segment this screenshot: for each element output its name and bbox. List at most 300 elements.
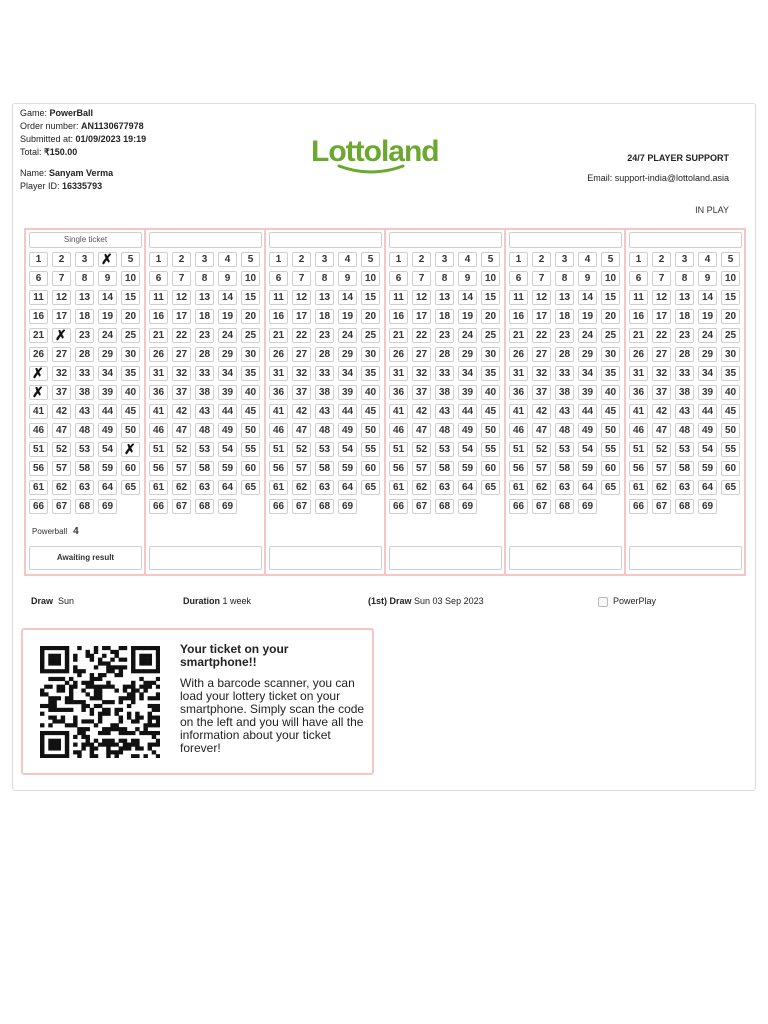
number-cell: 11	[389, 290, 408, 305]
number-cell: 44	[98, 404, 117, 419]
number-cell: 12	[532, 290, 551, 305]
number-cell: 65	[481, 480, 500, 495]
number-cell: 43	[555, 404, 574, 419]
number-cell: 63	[435, 480, 454, 495]
number-cell: 69	[338, 499, 357, 514]
number-cell: 47	[652, 423, 671, 438]
number-cell: 49	[698, 423, 717, 438]
number-cell: 51	[629, 442, 648, 457]
number-cell: 25	[601, 328, 620, 343]
number-cell: 17	[292, 309, 311, 324]
number-cell: 19	[698, 309, 717, 324]
number-cell: 28	[315, 347, 334, 362]
number-cell: 61	[509, 480, 528, 495]
qr-code-icon	[40, 646, 160, 758]
number-cell: 20	[721, 309, 740, 324]
number-cell: 36	[149, 385, 168, 400]
number-cell: 58	[315, 461, 334, 476]
number-cell: 30	[481, 347, 500, 362]
number-cell: 56	[29, 461, 48, 476]
selected-mark-icon: ✗	[55, 327, 67, 343]
draw-day: Draw Sun	[31, 596, 75, 606]
number-cell: 28	[435, 347, 454, 362]
number-cell: 13	[75, 290, 94, 305]
number-cell: 62	[292, 480, 311, 495]
number-cell: 48	[195, 423, 214, 438]
number-cell: 18	[435, 309, 454, 324]
powerball-value: 4	[73, 526, 79, 537]
number-cell: 23	[315, 328, 334, 343]
number-cell: 11	[629, 290, 648, 305]
number-cell: 22	[292, 328, 311, 343]
number-cell: 27	[52, 347, 71, 362]
number-cell: 24	[698, 328, 717, 343]
number-cell: 33	[435, 366, 454, 381]
number-cell: 13	[675, 290, 694, 305]
submitted-at: 01/09/2023 19:19	[75, 134, 147, 144]
number-cell: 58	[195, 461, 214, 476]
number-cell: 69	[458, 499, 477, 514]
number-cell: 17	[52, 309, 71, 324]
number-cell: 22	[532, 328, 551, 343]
number-cell: 41	[509, 404, 528, 419]
number-cell: 13	[195, 290, 214, 305]
player-name: Sanyam Verma	[49, 168, 114, 178]
number-cell: 15	[601, 290, 620, 305]
number-cell: 53	[75, 442, 94, 457]
number-cell: 50	[121, 423, 140, 438]
number-cell: 52	[172, 442, 191, 457]
panel-result-status	[269, 546, 382, 570]
number-cell: 2	[652, 252, 671, 267]
number-cell: 54	[338, 442, 357, 457]
qr-description: With a barcode scanner, you can load your lottery ticket on your smartphone. Simply scan the code on the left and you will have all the information about your ticket forever!	[180, 676, 365, 755]
number-cell: 37	[412, 385, 431, 400]
number-cell: 10	[121, 271, 140, 286]
number-cell: 16	[509, 309, 528, 324]
duration: Duration 1 week	[183, 596, 252, 606]
panel-result-status	[389, 546, 502, 570]
number-cell: 1	[29, 252, 48, 267]
number-cell: 42	[292, 404, 311, 419]
number-cell: 17	[652, 309, 671, 324]
number-cell: 26	[509, 347, 528, 362]
number-cell: 56	[269, 461, 288, 476]
number-cell: 61	[629, 480, 648, 495]
number-cell: 65	[601, 480, 620, 495]
number-cell: 7	[292, 271, 311, 286]
number-cell: 53	[555, 442, 574, 457]
number-cell: 16	[389, 309, 408, 324]
number-cell: 68	[195, 499, 214, 514]
powerball-row	[632, 526, 638, 537]
number-cell: 36	[509, 385, 528, 400]
number-cell: 27	[412, 347, 431, 362]
number-cell: 56	[509, 461, 528, 476]
panel-header	[629, 232, 742, 248]
number-cell: 43	[315, 404, 334, 419]
number-cell: 5	[721, 252, 740, 267]
number-cell: 16	[29, 309, 48, 324]
number-cell: 38	[435, 385, 454, 400]
number-cell: 58	[435, 461, 454, 476]
number-cell: 51	[269, 442, 288, 457]
number-cell: 69	[698, 499, 717, 514]
number-cell: 42	[172, 404, 191, 419]
number-cell: 48	[555, 423, 574, 438]
number-cell: 13	[315, 290, 334, 305]
number-cell: 55	[721, 442, 740, 457]
number-cell: 51	[389, 442, 408, 457]
number-cell: 44	[218, 404, 237, 419]
number-cell: 34	[218, 366, 237, 381]
number-cell: 23	[75, 328, 94, 343]
number-cell: 31	[629, 366, 648, 381]
number-cell: 31	[389, 366, 408, 381]
number-cell: 23	[675, 328, 694, 343]
number-cell: 40	[241, 385, 260, 400]
number-cell: 68	[315, 499, 334, 514]
number-cell: 67	[292, 499, 311, 514]
panel-result-status: Awaiting result	[29, 546, 142, 570]
number-cell: 33	[195, 366, 214, 381]
number-cell: 63	[195, 480, 214, 495]
number-cell: 25	[361, 328, 380, 343]
number-cell: 37	[652, 385, 671, 400]
number-cell: 20	[121, 309, 140, 324]
number-cell: 39	[698, 385, 717, 400]
number-cell: 17	[532, 309, 551, 324]
number-cell: 47	[292, 423, 311, 438]
number-cell: 63	[555, 480, 574, 495]
number-cell: 56	[629, 461, 648, 476]
number-cell: 58	[75, 461, 94, 476]
qr-title: Your ticket on your smartphone!!	[180, 642, 289, 669]
number-cell: 21	[149, 328, 168, 343]
number-cell: 59	[98, 461, 117, 476]
number-cell: 16	[269, 309, 288, 324]
number-cell: 52	[652, 442, 671, 457]
status-badge: IN PLAY	[695, 205, 729, 215]
number-cell: 67	[52, 499, 71, 514]
number-cell: 1	[509, 252, 528, 267]
order-info: Game: PowerBall Order number: AN1130677978 Submitted at: 01/09/2023 19:19 Total: ₹150.00	[20, 108, 147, 157]
number-cell: 9	[698, 271, 717, 286]
number-cell: 28	[555, 347, 574, 362]
number-cell: 5	[481, 252, 500, 267]
number-cell: 3	[555, 252, 574, 267]
number-cell: 7	[532, 271, 551, 286]
panel-header	[149, 232, 262, 248]
number-cell: 15	[361, 290, 380, 305]
number-cell: 20	[481, 309, 500, 324]
number-cell: 35	[721, 366, 740, 381]
number-cell: 24	[338, 328, 357, 343]
number-cell: 11	[29, 290, 48, 305]
number-cell: 29	[698, 347, 717, 362]
number-cell: 15	[241, 290, 260, 305]
number-cell: 6	[149, 271, 168, 286]
support-email: Email: support-india@lottoland.asia	[587, 173, 729, 183]
number-cell: 14	[698, 290, 717, 305]
number-cell: 54	[458, 442, 477, 457]
number-cell: 57	[292, 461, 311, 476]
number-cell: 2	[412, 252, 431, 267]
selected-mark-icon: ✗	[101, 251, 113, 267]
number-cell: 62	[172, 480, 191, 495]
number-cell: 49	[98, 423, 117, 438]
number-cell: 27	[292, 347, 311, 362]
number-cell: 14	[578, 290, 597, 305]
number-cell: 18	[555, 309, 574, 324]
number-cell: 51	[509, 442, 528, 457]
number-cell: 12	[412, 290, 431, 305]
number-cell: 5	[601, 252, 620, 267]
number-cell: 17	[412, 309, 431, 324]
number-cell: 41	[149, 404, 168, 419]
ticket-panel	[266, 230, 386, 574]
number-cell: 48	[435, 423, 454, 438]
number-cell: 64	[578, 480, 597, 495]
number-cell: 58	[675, 461, 694, 476]
number-cell: 41	[389, 404, 408, 419]
number-cell: 40	[481, 385, 500, 400]
number-cell: 66	[269, 499, 288, 514]
number-cell: 41	[269, 404, 288, 419]
number-cell: 5	[361, 252, 380, 267]
number-cell: 28	[675, 347, 694, 362]
panel-divider	[144, 230, 146, 574]
number-cell: 57	[652, 461, 671, 476]
number-cell: 13	[555, 290, 574, 305]
number-cell: 58	[555, 461, 574, 476]
number-cell: 37	[292, 385, 311, 400]
number-cell: 16	[629, 309, 648, 324]
number-cell: 22	[412, 328, 431, 343]
number-cell: 31	[149, 366, 168, 381]
number-cell: 30	[361, 347, 380, 362]
number-cell: 42	[532, 404, 551, 419]
number-cell: 46	[29, 423, 48, 438]
number-cell: 38	[315, 385, 334, 400]
number-cell: 17	[172, 309, 191, 324]
number-cell: 53	[435, 442, 454, 457]
panel-header	[269, 232, 382, 248]
number-cell: 66	[149, 499, 168, 514]
number-cell: 55	[361, 442, 380, 457]
number-cell: 8	[435, 271, 454, 286]
number-cell: 29	[578, 347, 597, 362]
number-cell: 1	[149, 252, 168, 267]
number-cell: 38	[555, 385, 574, 400]
number-cell: 69	[578, 499, 597, 514]
number-cell: 24	[98, 328, 117, 343]
number-cell: 4	[218, 252, 237, 267]
number-cell: 14	[98, 290, 117, 305]
number-cell: 63	[675, 480, 694, 495]
number-cell: 53	[315, 442, 334, 457]
number-cell: 46	[509, 423, 528, 438]
number-cell: 37	[532, 385, 551, 400]
number-cell: 21	[389, 328, 408, 343]
number-cell: 44	[458, 404, 477, 419]
number-cell: 8	[555, 271, 574, 286]
number-cell: 59	[218, 461, 237, 476]
number-cell: 39	[338, 385, 357, 400]
number-cell: 53	[675, 442, 694, 457]
number-cell: 59	[698, 461, 717, 476]
number-cell: 3	[675, 252, 694, 267]
number-cell: 4	[458, 252, 477, 267]
number-cell: 21	[509, 328, 528, 343]
number-cell: 8	[195, 271, 214, 286]
number-cell: 56	[389, 461, 408, 476]
number-cell: 25	[481, 328, 500, 343]
number-cell: 10	[601, 271, 620, 286]
number-cell: 68	[675, 499, 694, 514]
powerball-row	[512, 526, 518, 537]
number-cell: 36	[269, 385, 288, 400]
number-cell: 67	[532, 499, 551, 514]
number-cell: 26	[389, 347, 408, 362]
panel-divider	[624, 230, 626, 574]
number-cell: 42	[52, 404, 71, 419]
number-cell: 60	[361, 461, 380, 476]
number-cell: 38	[195, 385, 214, 400]
selected-mark-icon: ✗	[124, 441, 136, 457]
number-cell: 32	[172, 366, 191, 381]
number-cell: 10	[361, 271, 380, 286]
number-cell: 54	[578, 442, 597, 457]
number-cell: 28	[75, 347, 94, 362]
number-cell: 59	[458, 461, 477, 476]
number-cell: 44	[698, 404, 717, 419]
panel-result-status	[509, 546, 622, 570]
number-cell: 67	[412, 499, 431, 514]
number-cell: 57	[52, 461, 71, 476]
number-cell: 50	[361, 423, 380, 438]
number-cell: 4	[698, 252, 717, 267]
player-info: Name: Sanyam Verma Player ID: 16335793	[20, 168, 114, 191]
selected-mark-icon: ✗	[32, 365, 44, 381]
total-amount: ₹150.00	[44, 147, 78, 157]
powerball-row	[392, 526, 398, 537]
number-cell: 37	[52, 385, 71, 400]
number-cell: 63	[75, 480, 94, 495]
number-cell: 62	[52, 480, 71, 495]
number-cell: 36	[629, 385, 648, 400]
number-cell: 50	[241, 423, 260, 438]
number-cell: 45	[241, 404, 260, 419]
number-cell: 68	[435, 499, 454, 514]
number-cell: 24	[458, 328, 477, 343]
number-cell: 47	[172, 423, 191, 438]
number-cell: 30	[721, 347, 740, 362]
number-cell: 11	[269, 290, 288, 305]
number-cell: 29	[338, 347, 357, 362]
number-cell: 7	[652, 271, 671, 286]
number-cell: 6	[509, 271, 528, 286]
number-cell: 61	[29, 480, 48, 495]
number-cell: 7	[52, 271, 71, 286]
number-cell: 57	[412, 461, 431, 476]
number-cell: 47	[532, 423, 551, 438]
selected-mark-icon: ✗	[32, 384, 44, 400]
number-cell: 54	[698, 442, 717, 457]
number-cell: 33	[675, 366, 694, 381]
number-cell: 23	[555, 328, 574, 343]
number-cell: 10	[241, 271, 260, 286]
number-cell: 22	[652, 328, 671, 343]
number-cell: 27	[652, 347, 671, 362]
number-cell: 39	[98, 385, 117, 400]
number-cell: 57	[532, 461, 551, 476]
number-cell: 64	[98, 480, 117, 495]
number-cell: 39	[578, 385, 597, 400]
number-cell: 2	[292, 252, 311, 267]
number-cell: 8	[75, 271, 94, 286]
number-cell: 50	[481, 423, 500, 438]
number-cell: 64	[698, 480, 717, 495]
number-cell: 19	[218, 309, 237, 324]
panel-header	[509, 232, 622, 248]
number-cell: 30	[601, 347, 620, 362]
number-cell: 14	[218, 290, 237, 305]
number-cell: 10	[721, 271, 740, 286]
number-cell: 57	[172, 461, 191, 476]
number-cell: 64	[218, 480, 237, 495]
number-cell: 6	[629, 271, 648, 286]
number-cell	[98, 252, 117, 267]
number-cell: 64	[458, 480, 477, 495]
number-cell: 38	[675, 385, 694, 400]
number-cell: 4	[578, 252, 597, 267]
powerplay-checkbox[interactable]	[598, 597, 608, 607]
number-cell: 10	[481, 271, 500, 286]
panel-result-status	[629, 546, 742, 570]
number-cell: 59	[338, 461, 357, 476]
number-cell: 11	[509, 290, 528, 305]
number-cell: 47	[412, 423, 431, 438]
number-cell: 66	[629, 499, 648, 514]
number-cell: 34	[98, 366, 117, 381]
number-cell: 28	[195, 347, 214, 362]
number-cell: 40	[361, 385, 380, 400]
number-cell: 14	[458, 290, 477, 305]
number-cell: 1	[269, 252, 288, 267]
number-cell: 52	[412, 442, 431, 457]
number-cell: 53	[195, 442, 214, 457]
number-cell: 6	[389, 271, 408, 286]
number-cell: 37	[172, 385, 191, 400]
number-cell: 24	[578, 328, 597, 343]
number-cell: 68	[75, 499, 94, 514]
number-cell: 32	[532, 366, 551, 381]
number-cell: 26	[629, 347, 648, 362]
number-cell: 41	[629, 404, 648, 419]
number-cell: 19	[338, 309, 357, 324]
number-cell: 64	[338, 480, 357, 495]
number-cell: 7	[172, 271, 191, 286]
number-cell: 19	[578, 309, 597, 324]
number-cell: 68	[555, 499, 574, 514]
number-cell: 18	[75, 309, 94, 324]
number-cell: 32	[52, 366, 71, 381]
number-cell: 45	[121, 404, 140, 419]
number-cell: 3	[315, 252, 334, 267]
number-cell: 54	[218, 442, 237, 457]
number-cell: 25	[121, 328, 140, 343]
